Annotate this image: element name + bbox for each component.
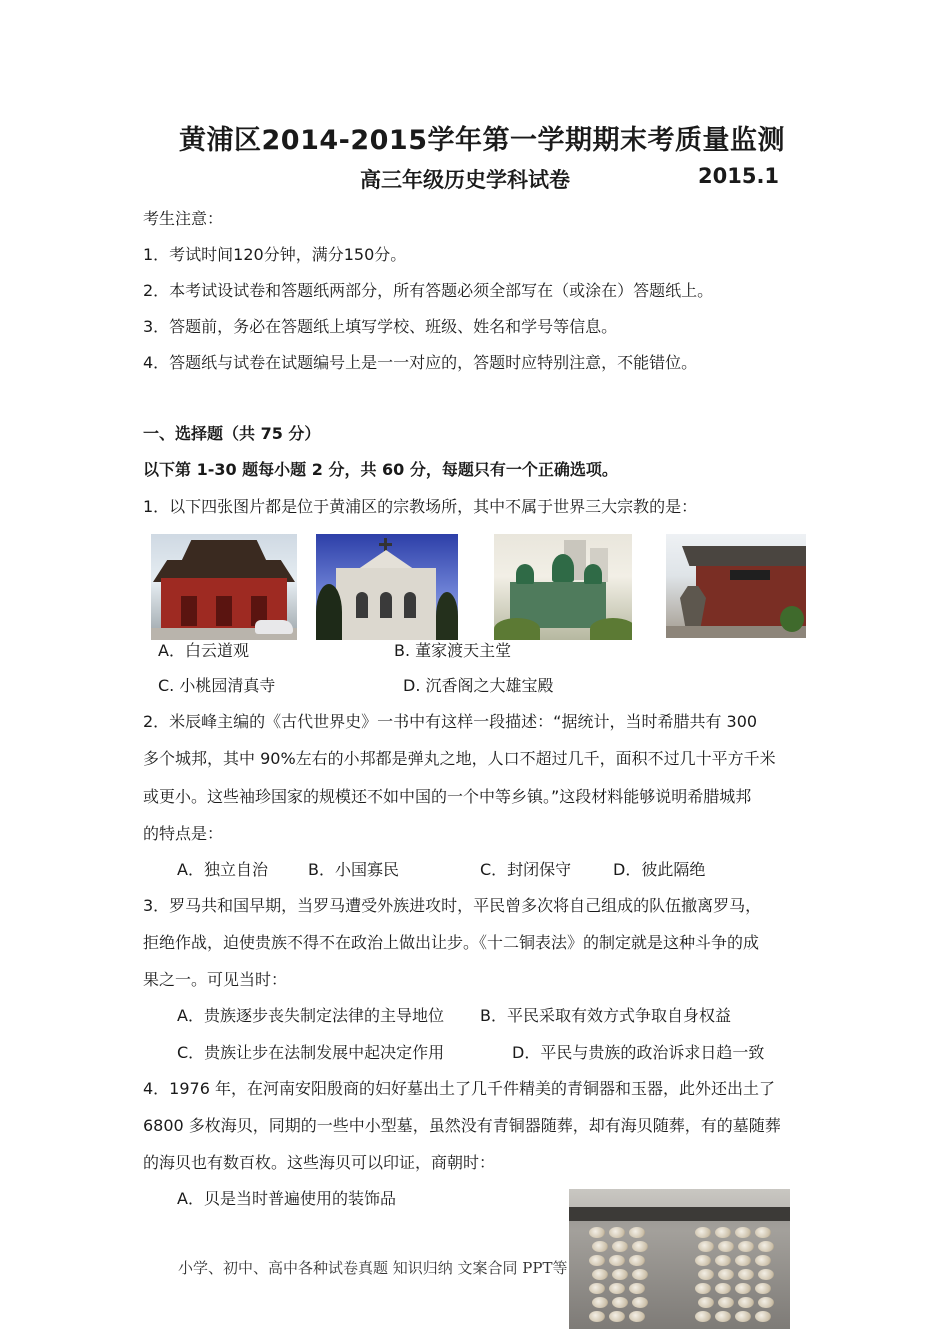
question-1-stem: 1．以下四张图片都是位于黄浦区的宗教场所，其中不属于世界三大宗教的是：	[143, 497, 698, 516]
question-4-line: 的海贝也有数百枚。这些海贝可以印证，商朝时：	[143, 1153, 496, 1172]
notice-item: 4．答题纸与试卷在试题编号上是一一对应的，答题时应特别注意，不能错位。	[143, 353, 698, 372]
question-1-option-b: B. 董家渡天主堂	[394, 641, 512, 660]
seashell	[632, 1241, 648, 1252]
seashell	[609, 1227, 625, 1238]
seashell	[758, 1269, 774, 1280]
seashell	[695, 1283, 711, 1294]
question-4-option-a: A．贝是当时普遍使用的装饰品	[177, 1189, 396, 1208]
seashell	[592, 1241, 608, 1252]
seashell	[738, 1269, 754, 1280]
seashell	[695, 1255, 711, 1266]
seashell	[695, 1227, 711, 1238]
seashell	[738, 1297, 754, 1308]
seashell	[758, 1241, 774, 1252]
seashell	[592, 1297, 608, 1308]
question-3-line: 果之一。可见当时：	[143, 970, 288, 989]
seashell	[735, 1227, 751, 1238]
seashell	[718, 1269, 734, 1280]
seashell	[612, 1241, 628, 1252]
seashell	[735, 1311, 751, 1322]
seashell	[718, 1241, 734, 1252]
notice-item: 2．本考试设试卷和答题纸两部分，所有答题必须全部写在（或涂在）答题纸上。	[143, 281, 714, 300]
seashell	[715, 1227, 731, 1238]
seashell	[755, 1255, 771, 1266]
seashell	[609, 1283, 625, 1294]
seashell	[632, 1297, 648, 1308]
question-2-option-a: A．独立自治	[177, 860, 268, 879]
question-2-option-c: C．封闭保守	[480, 860, 572, 879]
seashell	[715, 1283, 731, 1294]
question-3-line: 拒绝作战，迫使贵族不得不在政治上做出让步。《十二铜表法》的制定就是这种斗争的成	[143, 933, 760, 952]
question-3-option-b: B．平民采取有效方式争取自身权益	[480, 1006, 731, 1025]
question-2-option-d: D．彼此隔绝	[613, 860, 706, 879]
notice-item: 1．考试时间120分钟，满分150分。	[143, 245, 407, 264]
seashell	[632, 1269, 648, 1280]
question-1-option-d: D. 沉香阁之大雄宝殿	[403, 676, 554, 695]
seashell	[589, 1255, 605, 1266]
seashell	[698, 1241, 714, 1252]
seashell	[735, 1283, 751, 1294]
question-4-line: 4．1976 年，在河南安阳殷商的妇好墓出土了几千件精美的青铜器和玉器，此外还出土了	[143, 1079, 775, 1098]
seashell	[715, 1255, 731, 1266]
question-1-option-c: C. 小桃园清真寺	[158, 676, 276, 695]
seashell	[592, 1269, 608, 1280]
seashell	[589, 1227, 605, 1238]
seashell	[698, 1269, 714, 1280]
question-3-line: 3．罗马共和国早期，当罗马遭受外族进攻时，平民曾多次将自己组成的队伍撤离罗马，	[143, 896, 762, 915]
exam-subtitle: 高三年级历史学科试卷	[360, 168, 570, 192]
seashell	[629, 1311, 645, 1322]
seashell	[758, 1297, 774, 1308]
temple-photo	[151, 534, 297, 640]
seashell	[589, 1283, 605, 1294]
seashell	[612, 1297, 628, 1308]
temple-hall-photo	[666, 534, 806, 638]
church-photo	[316, 534, 458, 640]
seashell	[715, 1311, 731, 1322]
question-3-option-a: A．贵族逐步丧失制定法律的主导地位	[177, 1006, 444, 1025]
seashell	[755, 1311, 771, 1322]
section-heading: 一、选择题（共 75 分）	[143, 424, 321, 443]
seashell	[698, 1297, 714, 1308]
seashell	[609, 1255, 625, 1266]
question-3-option-d: D．平民与贵族的政治诉求日趋一致	[512, 1043, 765, 1062]
question-3-option-c: C．贵族让步在法制发展中起决定作用	[177, 1043, 445, 1062]
seashell	[609, 1311, 625, 1322]
seashell	[612, 1269, 628, 1280]
question-2-line: 多个城邦，其中 90%左右的小邦都是弹丸之地，人口不超过几千，面积不过几十平方千米	[143, 749, 776, 768]
question-4-line: 6800 多枚海贝，同期的一些中小型墓，虽然没有青铜器随葬，却有海贝随葬，有的墓随葬	[143, 1116, 781, 1135]
seashell	[695, 1311, 711, 1322]
seashell	[629, 1227, 645, 1238]
section-instruction: 以下第 1-30 题每小题 2 分，共 60 分，每题只有一个正确选项。	[143, 460, 618, 479]
question-2-line: 2．米辰峰主编的《古代世界史》一书中有这样一段描述：“据统计，当时希腊共有 300	[143, 712, 758, 731]
seashell-photo	[569, 1189, 790, 1329]
exam-title: 黄浦区2014-2015学年第一学期期末考质量监测	[179, 125, 785, 156]
exam-date: 2015.1	[698, 164, 780, 188]
seashell	[735, 1255, 751, 1266]
question-2-option-b: B．小国寡民	[308, 860, 399, 879]
question-1-option-a: A．白云道观	[158, 641, 249, 660]
seashell	[738, 1241, 754, 1252]
mosque-photo	[494, 534, 632, 640]
seashell	[718, 1297, 734, 1308]
footer-text: 小学、初中、高中各种试卷真题 知识归纳 文案合同 PPT等	[178, 1259, 568, 1277]
seashell	[589, 1311, 605, 1322]
question-2-line: 或更小。这些袖珍国家的规模还不如中国的一个中等乡镇。”这段材料能够说明希腊城邦	[143, 787, 752, 806]
notice-item: 3．答题前，务必在答题纸上填写学校、班级、姓名和学号等信息。	[143, 317, 618, 336]
seashell	[629, 1283, 645, 1294]
seashell	[629, 1255, 645, 1266]
notice-heading: 考生注意：	[143, 209, 224, 228]
question-2-line: 的特点是：	[143, 824, 224, 843]
seashell	[755, 1283, 771, 1294]
seashell	[755, 1227, 771, 1238]
